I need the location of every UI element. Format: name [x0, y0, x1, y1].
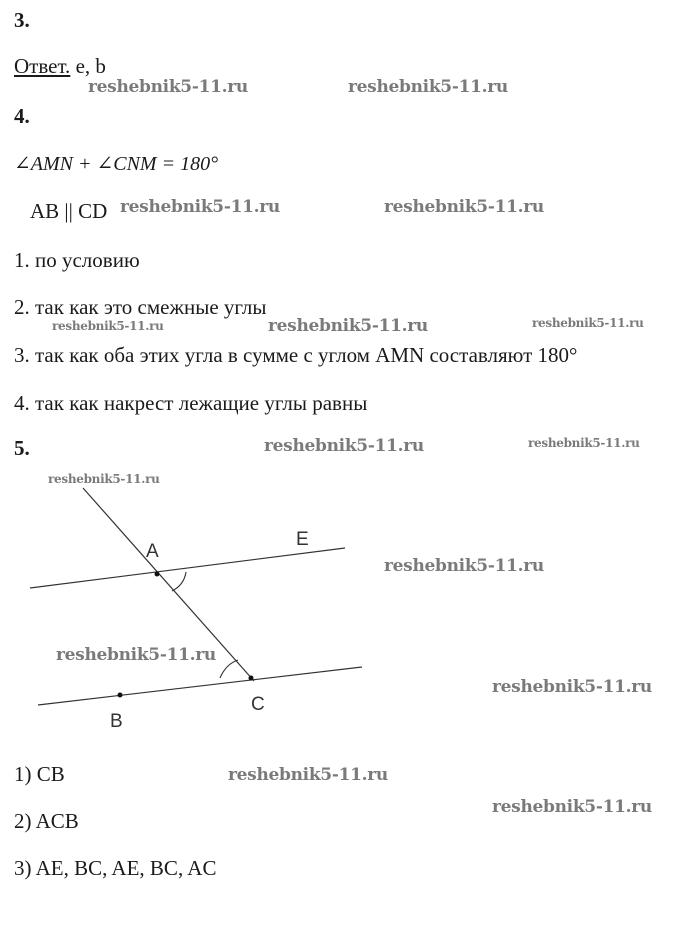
task-5-number: 5. [14, 436, 30, 460]
watermark: reshebnik5-11.ru [492, 797, 652, 817]
lower-line [38, 667, 362, 705]
answer-label: Ответ. [14, 54, 71, 78]
task-5-answer-1: 1) CB [14, 762, 65, 786]
point-c-dot [249, 676, 254, 681]
watermark: reshebnik5-11.ru [268, 316, 428, 336]
watermark: reshebnik5-11.ru [52, 319, 164, 333]
watermark: reshebnik5-11.ru [120, 197, 280, 217]
watermark: reshebnik5-11.ru [384, 556, 544, 576]
watermark: reshebnik5-11.ru [88, 77, 248, 97]
watermark: reshebnik5-11.ru [492, 677, 652, 697]
watermark: reshebnik5-11.ru [48, 472, 160, 486]
task-3-number: 3. [14, 8, 30, 32]
watermark: reshebnik5-11.ru [528, 436, 640, 450]
task-5-answer-3: 3) AE, BC, AE, BC, AC [14, 856, 217, 880]
label-e: E [296, 529, 309, 550]
point-a-dot [155, 572, 160, 577]
angle-arc-a [172, 572, 186, 591]
watermark: reshebnik5-11.ru [384, 197, 544, 217]
watermark: reshebnik5-11.ru [228, 765, 388, 785]
watermark: reshebnik5-11.ru [348, 77, 508, 97]
watermark: reshebnik5-11.ru [56, 645, 216, 665]
watermark: reshebnik5-11.ru [264, 436, 424, 456]
point-b-dot [118, 693, 123, 698]
task-3-answer [14, 54, 106, 79]
label-a: A [146, 541, 159, 562]
angle-formula: ∠AMN + ∠CNM = 180° [14, 153, 219, 175]
reason-1: 1. по условию [14, 248, 140, 272]
reason-2: 2. так как это смежные углы [14, 295, 267, 319]
parallel-statement: AB || CD [30, 199, 108, 223]
label-c: C [251, 694, 265, 715]
angle-arc-c [220, 660, 238, 678]
label-b: B [110, 711, 123, 732]
task-4-number: 4. [14, 104, 30, 128]
reason-4: 4. так как накрест лежащие углы равны [14, 391, 368, 415]
upper-line [30, 548, 345, 588]
geometry-diagram [0, 470, 420, 740]
reason-3: 3. так как оба этих угла в сумме с углом AMN составляют 180° [14, 343, 578, 367]
task-5-answer-2: 2) ACB [14, 809, 79, 833]
answer-value: e, b [75, 54, 106, 78]
watermark: reshebnik5-11.ru [532, 316, 644, 330]
